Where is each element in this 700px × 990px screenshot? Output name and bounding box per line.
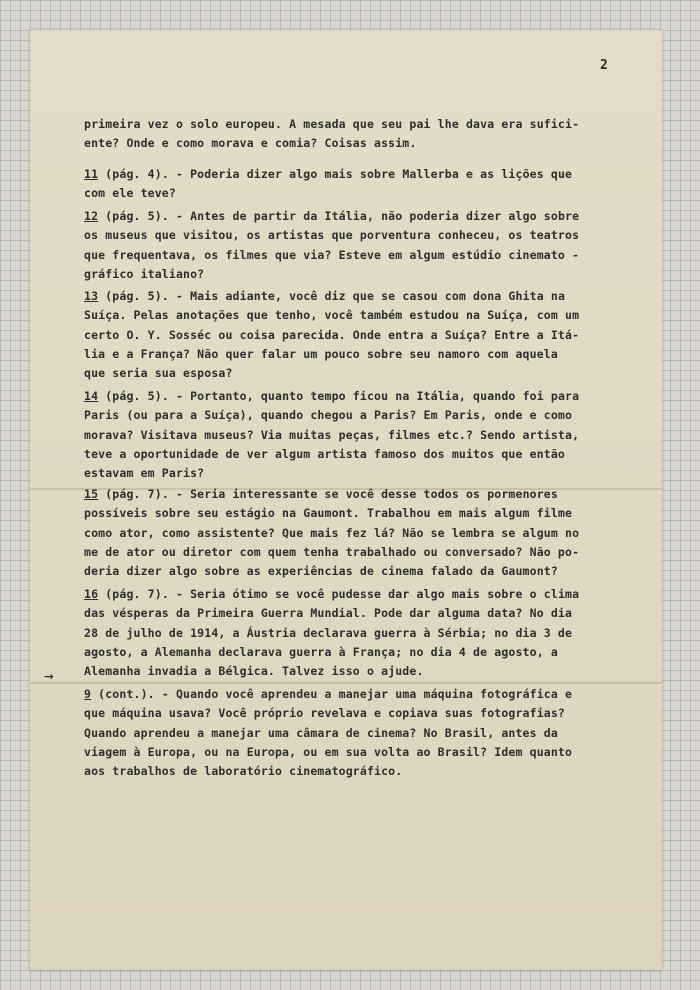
question-text: (pág. 5). - Antes de partir da Itália, não poderia dizer algo sobre os museus que visitou, os artistas que porventura conheceu, os teatros que frequentava, os filmes que via? Esteve em algum estúdio cinemato - gráfico italiano? — [84, 209, 580, 281]
question-number: 11 — [84, 167, 99, 182]
question-text: (pág. 5). - Portanto, quanto tempo ficou na Itália, quando foi para Paris (ou para a Suíça), quando chegou a Paris? Em Paris, onde e como morava? Visitava museus? Via muitas peças, filmes etc.? Sendo artista, teve a oportunidade de ver algum artista famoso dos muitos que então estavam em Paris? — [84, 389, 580, 481]
paragraph-text: primeira vez o solo europeu. A mesada que seu pai lhe dava era sufici- ente? Onde e como morava e comia? Coisas assim. — [84, 117, 580, 151]
question-9-cont — [84, 666, 624, 781]
page-number: 2 — [600, 58, 608, 73]
question-text: (pág. 7). - Seria ótimo se você pudesse dar algo mais sobre o clima das vésperas da Primeira Guerra Mundial. Pode dar alguma data? No dia 28 de julho de 1914, a Áustria declarava guerra à Sérbia; no dia 3 de agosto, a Alemanha declarava guerra à França; no dia 4 de agosto, a Alemanha invadia a Bélgica. Talvez isso o ajude. — [84, 587, 580, 679]
paragraph-continuation — [84, 96, 624, 154]
question-number: 13 — [84, 289, 99, 304]
question-13 — [84, 268, 624, 383]
question-text: (pág. 5). - Mais adiante, você diz que se casou com dona Ghita na Suíça. Pelas anotações que tenho, você também estudou na Suíça, com um certo O. Y. Sosséc ou coisa parecida. Onde entra a Suíça? Entre a Itá- lia e a França? Não quer falar um pouco sobre seu namoro com aquela que seria sua esposa? — [84, 289, 580, 381]
question-number: 16 — [84, 587, 99, 602]
question-text: (pág. 4). - Poderia dizer algo mais sobre Mallerba e as lições que com ele teve? — [84, 167, 573, 201]
question-16 — [84, 566, 624, 681]
question-text: (pág. 7). - Seria interessante se você desse todos os pormenores possíveis sobre seu estágio na Gaumont. Trabalhou em mais algum filme como ator, como assistente? Que mais fez lá? Não se lembra se algum no me de ator ou diretor com quem tenha trabalhado ou conversado? Não po- deria dizer algo sobre as experiências de cinema falado da Gaumont? — [84, 487, 580, 579]
question-number: 9 — [84, 687, 92, 702]
question-number: 15 — [84, 487, 99, 502]
question-number: 12 — [84, 209, 99, 224]
question-text: (cont.). - Quando você aprendeu a manejar uma máquina fotográfica e que máquina usava? Você próprio revelava e copiava suas fotografias? Quando aprendeu a manejar uma câmara de cinema? No Brasil, antes da viagem à Europa, ou na Europa, ou em sua volta ao Brasil? Idem quanto aos trabalhos de laboratório cinematográfico. — [84, 687, 573, 779]
question-15 — [84, 466, 624, 581]
question-number: 14 — [84, 389, 99, 404]
arrow-icon: → — [44, 666, 54, 685]
